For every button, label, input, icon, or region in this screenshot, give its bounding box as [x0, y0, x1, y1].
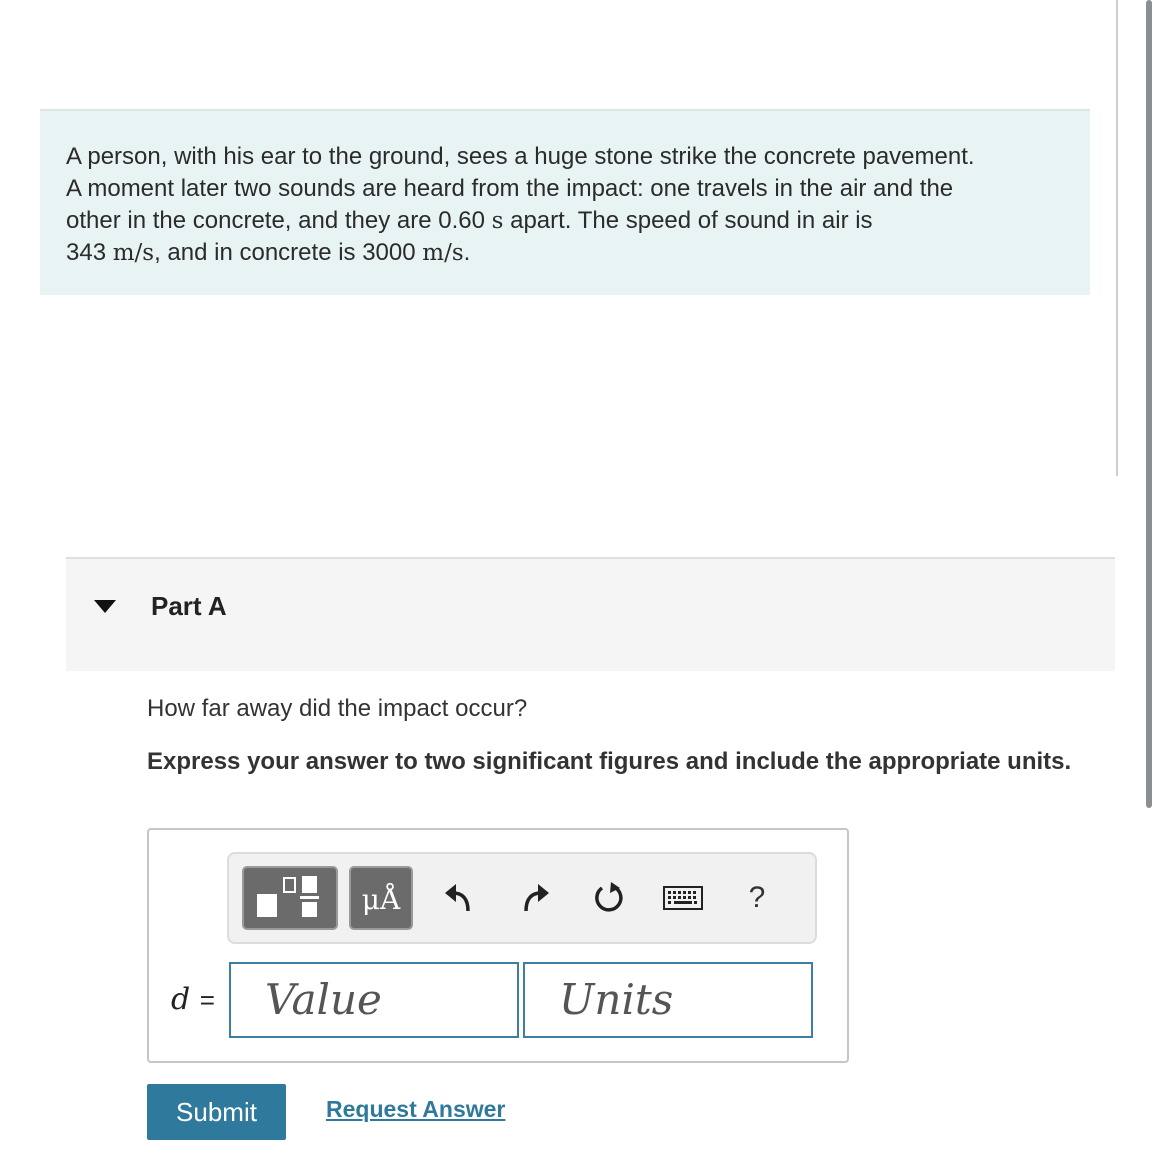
reset-button[interactable] — [589, 876, 629, 920]
math-toolbar — [227, 852, 817, 944]
problem-line-2: A moment later two sounds are heard from the impact: one travels in the air and the — [66, 175, 954, 202]
undo-icon — [442, 881, 476, 915]
scrollbar-thumb[interactable] — [1146, 0, 1152, 808]
unit-mps-concrete: m/s — [422, 240, 464, 266]
part-title: Part A — [151, 591, 227, 621]
undo-button[interactable] — [439, 876, 479, 920]
problem-statement — [40, 109, 1090, 295]
unit-mps-air: m/s — [112, 240, 155, 266]
problem-line-4a: 343 — [66, 239, 113, 266]
problem-line-1: A person, with his ear to the ground, sees a huge stone strike the concrete pavement. — [66, 143, 975, 170]
keyboard-button[interactable] — [661, 876, 705, 920]
problem-text — [66, 141, 1064, 269]
answer-instruction: Express your answer to two significant figures and include the appropriate units. — [147, 748, 1072, 775]
problem-line-4c: . — [463, 239, 471, 266]
keyboard-icon — [663, 886, 703, 910]
units-button[interactable]: μÅ — [349, 866, 413, 930]
unit-seconds: s — [491, 208, 504, 234]
answer-variable-label — [171, 982, 215, 1017]
part-a-header[interactable] — [66, 557, 1115, 671]
units-input[interactable]: Units — [523, 962, 813, 1038]
request-answer-link[interactable]: Request Answer — [326, 1096, 506, 1122]
problem-line-4b: , and in concrete is 3000 — [154, 239, 423, 266]
answer-panel — [147, 828, 849, 1063]
help-button[interactable]: ? — [748, 881, 766, 914]
equals-sign: = — [199, 985, 215, 1015]
question-text: How far away did the impact occur? — [147, 695, 528, 722]
templates-icon — [244, 868, 336, 928]
redo-button[interactable] — [515, 876, 555, 920]
problem-line-3b: apart. The speed of sound in air is — [503, 207, 873, 234]
scrollbar-track[interactable] — [1116, 0, 1118, 476]
submit-button[interactable]: Submit — [147, 1084, 286, 1140]
collapse-caret-icon[interactable] — [94, 600, 116, 613]
value-input[interactable]: Value — [229, 962, 519, 1038]
variable-symbol: d — [171, 982, 191, 1017]
reset-icon — [591, 880, 627, 916]
problem-line-3a: other in the concrete, and they are 0.60 — [66, 207, 492, 234]
templates-button[interactable] — [242, 866, 338, 930]
redo-icon — [518, 881, 552, 915]
